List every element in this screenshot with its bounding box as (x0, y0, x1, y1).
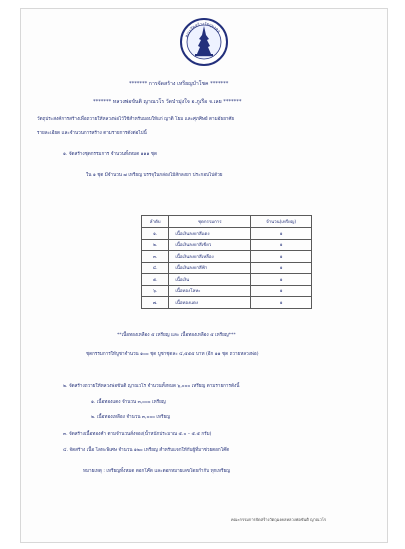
row-material: เนื้อเงินลงยาสีเหลือง (169, 251, 251, 263)
intro-line-1: วัตถุประสงค์การสร้างเพื่อถวายให้หลวงพ่อไว้ใช้สำหรับมอบให้แก่ ญาติ โยม และศุภศิษย์ ตามอัธยาศัย (37, 117, 235, 122)
row-material: เนื้อเงิน (169, 274, 251, 286)
row-quantity: ๑ (251, 228, 312, 240)
row-quantity: ๑ (251, 239, 312, 251)
section3-text: ๓. จัดสร้างเนื้อทองคำ ตามจำนวนสั่งจอง(น้ำหนักประมาณ ๕.๐ – ๕.๕ กรัม) (63, 432, 212, 437)
intro-line-2: รายละเอียด และจำนวนการสร้าง ตามรายการดังต่อไปนี้ (37, 131, 147, 136)
temple-logo-icon (179, 17, 229, 67)
row-number: ๔. (142, 262, 169, 274)
set-price: ชุดกรรมการให้บูชาจำนวน ๑๐๐ ชุด บูชาชุดละ ๔,๕๕๕ บาท (อีก ๑๑ ชุด ถวายหลวงพ่อ) (86, 352, 259, 357)
table-header-row (142, 216, 312, 228)
section2-title: ๒. จัดสร้างถวายให้หลวงพ่อขันติ ญาณวโร จำนวนทั้งหมด ๖,๐๐๐ เหรียญ ตามรายการดังนี้ (63, 384, 240, 389)
row-number: ๖. (142, 285, 169, 297)
table-row (142, 228, 312, 240)
footer-signature: คณะกรรมการจัดสร้างวัตถุมงคลหลวงพ่อขันติ ญาณวโร (231, 517, 326, 522)
row-number: ๒. (142, 239, 169, 251)
main-heading: ******* การจัดสร้าง เหรียญบำโชค ******* (129, 81, 229, 87)
table-row (142, 251, 312, 263)
table-note: **เนื้อทองเหลือง ๕ เหรียญ และ เนื้อทองเหลือง ๕ เหรียญ*** (117, 333, 236, 338)
row-number: ๓. (142, 251, 169, 263)
package-table (141, 215, 312, 309)
row-material: เนื้อเงินลงยาสีแดง (169, 228, 251, 240)
row-material: เนื้อเงินลงยาสีเขียว (169, 239, 251, 251)
remark: หมายเหตุ : เหรียญทั้งหมด ตอกโค๊ต และตอกหมายเลขโดยกำกับ ทุกเหรียญ (83, 469, 231, 474)
row-quantity: ๑ (251, 251, 312, 263)
document-page (20, 8, 388, 543)
row-quantity: ๑ (251, 274, 312, 286)
section4-text: ๔. จัดสร้าง เนื้อ โลหะพิเศษ จำนวน ๑๒๐ เหรียญ สำหรับแจกให้กับผู้ที่มาช่วยตอกโค๊ต (63, 448, 230, 453)
row-quantity: ๑ (251, 285, 312, 297)
row-number: ๗. (142, 297, 169, 309)
row-material: เนื้อทองแดง (169, 297, 251, 309)
section2-item: ๒. เนื้อทองเหลือง จำนวน ๓,๐๐๐ เหรียญ (91, 415, 171, 420)
row-material: เนื้อเงินลงยาสีฟ้า (169, 262, 251, 274)
section2-item: ๑. เนื้อทองแดง จำนวน ๓,๐๐๐ เหรียญ (91, 400, 166, 405)
table-header: ลำดับ (142, 216, 169, 228)
row-number: ๑. (142, 228, 169, 240)
table-row (142, 297, 312, 309)
row-material: เนื้อทองโลหะ (169, 285, 251, 297)
table-row (142, 239, 312, 251)
table-header: ชุดกรรมการ (169, 216, 251, 228)
section1-desc: ใน ๑ ชุด มีจำนวน ๗ เหรียญ บรรจุในกล่องไม้สักลงยา ประกอบไปด้วย (86, 173, 223, 178)
row-number: ๕. (142, 274, 169, 286)
table-row (142, 274, 312, 286)
sub-heading: ******* หลวงพ่อขันติ ญาณวโร วัดป่ามุ่งใจ อ.ภูเรือ จ.เลย ******* (93, 99, 242, 105)
row-quantity: ๑ (251, 262, 312, 274)
row-quantity: ๑ (251, 297, 312, 309)
logo-text: คณะจัดสร้างวัตถุมงคล (183, 20, 222, 39)
table-header: จำนวน(เหรียญ) (251, 216, 312, 228)
section1-title: ๑. จัดสร้างชุดกรรมการ จำนวนทั้งหมด ๑๑๑ ชุด (63, 152, 157, 157)
table-row (142, 262, 312, 274)
table-row (142, 285, 312, 297)
